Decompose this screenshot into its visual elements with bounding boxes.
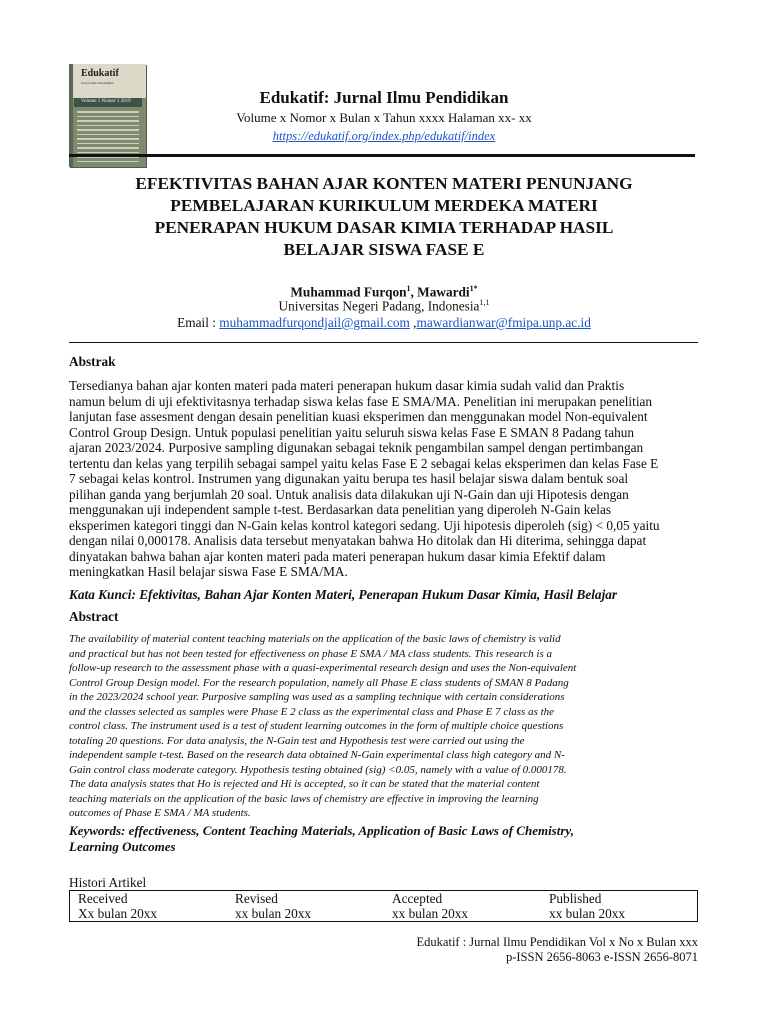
paper-title-line: PENERAPAN HUKUM DASAR KIMIA TERHADAP HASIL xyxy=(154,218,614,237)
affiliation xyxy=(0,298,768,314)
abstrak-line: Control Group Design. Untuk populasi penelitian yaitu seluruh siswa kelas Fase E SMAN 8 Padang tahun xyxy=(69,424,635,440)
cover-volume: Volume 1 Nomor 1 2019 xyxy=(81,99,131,104)
abstrak-body xyxy=(69,378,694,580)
abstrak-line: pilihan ganda yang berjumlah 20 soal. Untuk analisis data dilakukan uji N-Gain dan uji Hipotesis dengan xyxy=(69,486,629,502)
abstract-line: and the classes selected as samples were Phase E 2 class as the experimental class and Phase E 7 class as the xyxy=(69,705,555,718)
abstrak-line: 7 sebagai kelas kontrol. Instrumen yang digunakan yaitu berupa tes hasil belajar siswa dalam bentuk soal xyxy=(69,471,629,486)
keywords-line: Learning Outcomes xyxy=(69,839,176,854)
affiliation-mark: 1,1 xyxy=(479,298,490,307)
history-value: xx bulan 20xx xyxy=(549,906,626,921)
abstract-line: totaling 20 questions. For data analysis, the N-Gain test and Hypothesis test were carried out using the xyxy=(69,734,525,747)
abstrak-line: menggunakan uji independent sample t-test. Berdasarkan data penelitian yang diperoleh N-Gain kelas xyxy=(69,502,612,517)
abstract-line: control class. The instrument used is a test of student learning outcomes in the form of multiple choice questions xyxy=(69,720,564,732)
author-divider xyxy=(69,342,698,343)
abstrak-line: meningkatkan Hasil belajar siswa Fase E SMA/MA. xyxy=(69,564,348,579)
author-affiliation-mark: 1 xyxy=(406,284,411,293)
paper-title xyxy=(80,173,688,261)
email-line xyxy=(0,315,768,331)
abstract-line: independent sample t-test. Based on the research data obtained N-Gain experimental class high category and N- xyxy=(69,749,565,761)
history-label: Histori Artikel xyxy=(69,875,147,890)
paper-title-line: EFEKTIVITAS BAHAN AJAR KONTEN MATERI PENUNJANG xyxy=(135,174,633,193)
affiliation-name: Universitas Negeri Padang, Indonesia xyxy=(278,298,480,314)
footer-issn: p-ISSN 2656-8063 e-ISSN 2656-8071 xyxy=(505,950,698,964)
abstrak-line: tertentu dan kelas yang terpilih sebagai sampel yaitu kelas Fase E 2 sebagai kelas eksperimen dan kelas Fase E xyxy=(69,455,659,471)
abstrak-line: lanjutan fase assesment dengan desain penelitian kuasi eksperimen dan menggunakan model Non-equivalent xyxy=(69,409,648,424)
abstrak-line: namun belum di uji efektivitasnya terhadap siswa kelas fase E SMA/MA. Penelitian ini merupakan penelitian xyxy=(69,393,653,409)
paper-title-line: BELAJAR SISWA FASE E xyxy=(283,240,485,259)
paper-title-line: PEMBELAJARAN KURIKULUM MERDEKA MATERI xyxy=(170,196,598,215)
kata-kunci: Kata Kunci: Efektivitas, Bahan Ajar Konten Materi, Penerapan Hukum Dasar Kimia, Hasil Belajar xyxy=(69,587,618,602)
history-header: Published xyxy=(549,891,602,906)
abstract-line: The availability of material content teaching materials on the application of the basic laws of chemistry is valid xyxy=(69,633,561,645)
abstrak-line: ajaran 2023/2024. Purposive sampling digunakan sebagai teknik pengambilan sampel dengan pertimbangan xyxy=(69,440,644,455)
email-label: Email : xyxy=(177,315,220,330)
author-name: Mawardi xyxy=(417,284,470,300)
cover-subtitle: Jurnal Ilmu Pendidikan xyxy=(81,81,114,85)
journal-url-link[interactable]: https://edukatif.org/index.php/edukatif/index xyxy=(272,129,496,143)
abstract-line: and practical but has not been tested for effectiveness on phase E SMA / MA class students. This research is a xyxy=(69,647,553,660)
abstract-line: outcomes of Phase E SMA / MA students. xyxy=(69,807,251,819)
abstract-line: follow-up research to the assessment phase with a quasi-experimental research design and uses the Non-equivalent xyxy=(69,662,577,674)
author-name: Muhammad Furqon xyxy=(290,284,407,300)
abstrak-line: dengan nilai 0,000178. Analisis data tersebut menyatakan bahwa Ho ditolak dan Hi diterima, sehingga dapat xyxy=(69,533,647,548)
history-header: Revised xyxy=(235,891,278,906)
keywords xyxy=(69,823,694,855)
abstract-line: The data analysis states that Ho is rejected and Hi is accepted, so it can be stated that the material content xyxy=(69,778,540,790)
journal-volume-line: Volume x Nomor x Bulan x Tahun xxxx Halaman xx- xx xyxy=(236,110,532,125)
abstract-line: teaching materials on the application of the basic laws of chemistry are effective in improving the learning xyxy=(69,792,539,805)
email-link[interactable]: muhammadfurqondjail@gmail.com xyxy=(219,315,410,330)
history-header: Received xyxy=(78,891,128,906)
author-affiliation-mark: 1* xyxy=(469,284,478,293)
abstract-line: Gain control class moderate category. Hypothesis testing obtained (sig) <0.05, namely with a value of 0.000178. xyxy=(69,763,567,776)
abstract-heading: Abstract xyxy=(69,609,119,624)
article-history-table xyxy=(69,890,698,922)
abstract-line: Control Group Design model. For the research population, namely all Phase E class students of SMAN 8 Padang xyxy=(69,676,569,689)
cover-journal-name: Edukatif xyxy=(81,68,119,79)
history-value: xx bulan 20xx xyxy=(392,906,469,921)
abstrak-line: eksperimen kategori tinggi dan N-Gain kelas kontrol kategori sedang. Uji hipotesis diperoleh (sig) < 0,05 yaitu xyxy=(69,517,660,533)
header-divider xyxy=(69,154,695,157)
abstrak-heading: Abstrak xyxy=(69,354,116,369)
abstrak-line: Tersedianya bahan ajar konten materi pada materi penerapan hukum dasar kimia sudah valid dan Praktis xyxy=(69,378,625,393)
journal-title: Edukatif: Jurnal Ilmu Pendidikan xyxy=(259,88,509,107)
footer-journal-info: Edukatif : Jurnal Ilmu Pendidikan Vol x No x Bulan xxx xyxy=(416,935,698,949)
email-link[interactable]: mawardianwar@fmipa.unp.ac.id xyxy=(416,315,591,330)
history-value: Xx bulan 20xx xyxy=(78,906,158,921)
abstrak-line: dinyatakan bahwa bahan ajar konten materi pada materi penerapan hukum dasar kimia Efektif dalam xyxy=(69,548,606,564)
history-value: xx bulan 20xx xyxy=(235,906,312,921)
abstract-line: in the 2023/2024 school year. Purposive sampling was used as a sampling technique with certain considerations xyxy=(69,691,565,703)
history-header: Accepted xyxy=(392,891,443,906)
author-separator: , xyxy=(410,284,418,300)
keywords-line: Keywords: effectiveness, Content Teaching Materials, Application of Basic Laws of Chemistry, xyxy=(69,823,574,838)
email-separator: , xyxy=(409,315,417,330)
abstract-body xyxy=(69,632,694,821)
